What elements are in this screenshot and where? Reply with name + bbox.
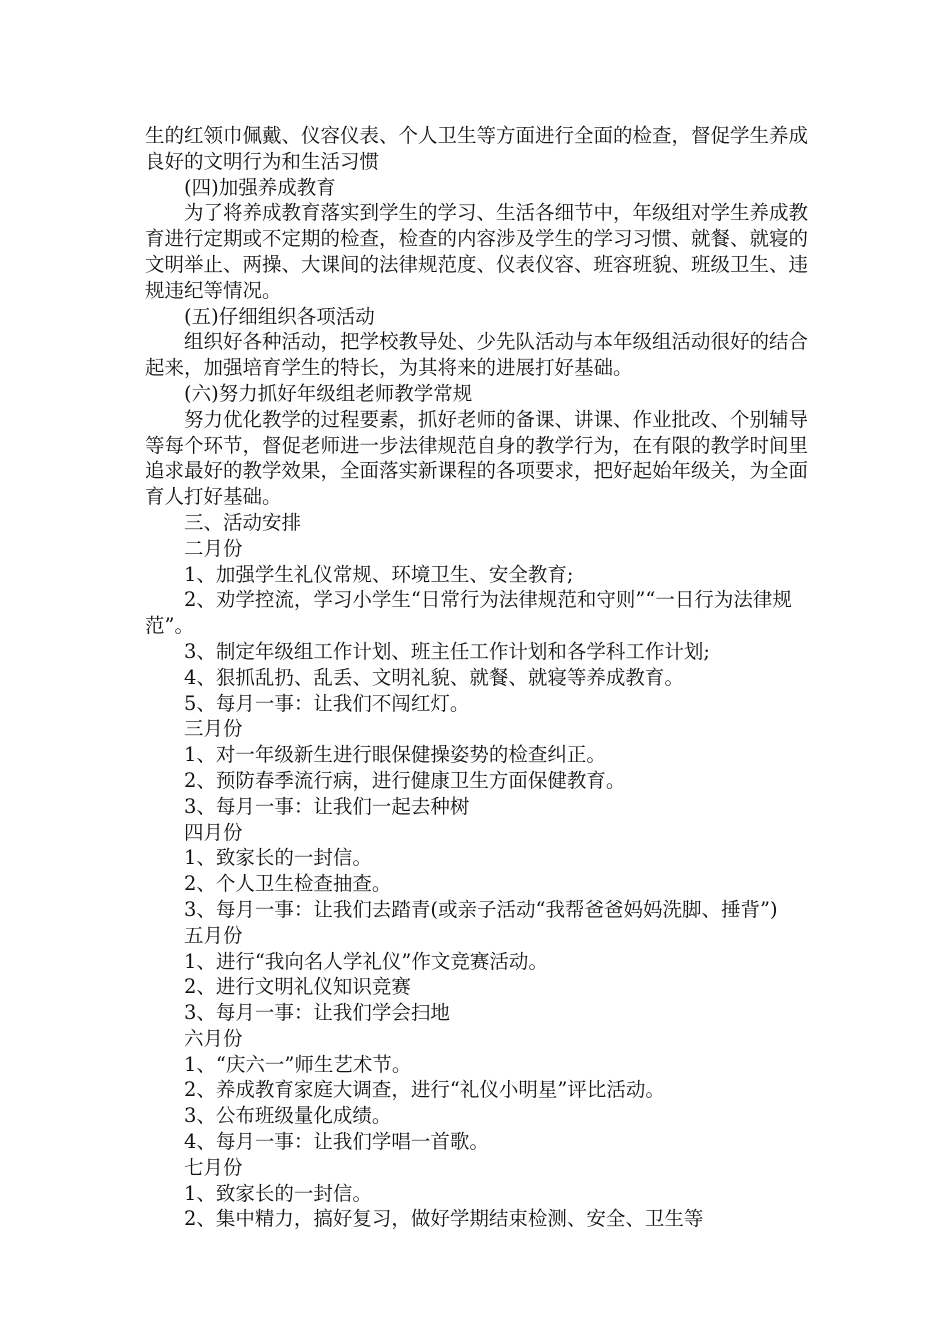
month-heading: 七月份 (184, 1155, 243, 1179)
list-item: 4、狠抓乱扔、乱丢、文明礼貌、就餐、就寝等养成教育。 (184, 665, 684, 689)
section-heading: 三、活动安排 (184, 510, 302, 534)
list-item: 2、集中精力，搞好复习，做好学期结束检测、安全、卫生等 (184, 1207, 704, 1231)
paragraph: 生的红领巾佩戴、仪容仪表、个人卫生等方面进行全面的检查，督促学生养成良好的文明行为和生活习惯 (145, 124, 809, 173)
list-item: 3、公布班级量化成绩。 (184, 1104, 392, 1128)
list-item: 2、劝学控流，学习小学生“日常行为法律规范和守则”“一日行为法律规范”。 (145, 588, 792, 638)
list-item: 3、每月一事：让我们一起去种树 (184, 794, 470, 818)
list-item: 1、致家长的一封信。 (184, 846, 372, 870)
month-heading: 四月份 (184, 820, 243, 844)
list-item: 2、养成教育家庭大调查，进行“礼仪小明星”评比活动。 (184, 1078, 665, 1102)
list-item: 3、每月一事：让我们学会扫地 (184, 1001, 450, 1025)
paragraph: 组织好各种活动，把学校教导处、少先队活动与本年级组活动很好的结合起来，加强培育学生的特长，为其将来的进展打好基础。 (145, 330, 809, 380)
paragraph: 为了将养成教育落实到学生的学习、生活各细节中，年级组对学生养成教育进行定期或不定期的检查，检查的内容涉及学生的学习习惯、就餐、就寝的文明举止、两操、大课间的法律规范度、仪表仪容、班容班貌、班级卫生、违规违纪等情况。 (145, 201, 809, 302)
list-item: 2、预防春季流行病，进行健康卫生方面保健教育。 (184, 768, 626, 792)
section-heading: (五)仔细组织各项活动 (184, 304, 375, 328)
month-heading: 六月份 (184, 1026, 243, 1050)
list-item: 1、致家长的一封信。 (184, 1181, 372, 1205)
list-item: 4、每月一事：让我们学唱一首歌。 (184, 1130, 489, 1154)
document-body (145, 123, 810, 1232)
paragraph: 努力优化教学的过程要素，抓好老师的备课、讲课、作业批改、个别辅导等每个环节，督促老师进一步法律规范自身的教学行为，在有限的教学时间里追求最好的教学效果，全面落实新课程的各项要求，把好起始年级关，为全面育人打好基础。 (145, 407, 809, 509)
list-item: 2、进行文明礼仪知识竞赛 (184, 975, 411, 999)
section-heading: (四)加强养成教育 (184, 175, 336, 199)
list-item: 5、每月一事：让我们不闯红灯。 (184, 691, 470, 715)
list-item: 3、每月一事：让我们去踏青(或亲子活动“我帮爸爸妈妈洗脚、捶背”) (184, 897, 778, 921)
section-heading: (六)努力抓好年级组老师教学常规 (184, 381, 473, 405)
list-item: 1、加强学生礼仪常规、环境卫生、安全教育; (184, 562, 574, 586)
list-item: 2、个人卫生检查抽查。 (184, 872, 392, 896)
month-heading: 三月份 (184, 717, 243, 741)
month-heading: 五月份 (184, 923, 243, 947)
list-item: 1、进行“我向名人学礼仪”作文竞赛活动。 (184, 949, 548, 973)
list-item: 1、“庆六一”师生艺术节。 (184, 1052, 412, 1076)
list-item: 1、对一年级新生进行眼保健操姿势的检查纠正。 (184, 743, 606, 767)
list-item: 3、制定年级组工作计划、班主任工作计划和各学科工作计划; (184, 639, 710, 663)
month-heading: 二月份 (184, 536, 243, 560)
